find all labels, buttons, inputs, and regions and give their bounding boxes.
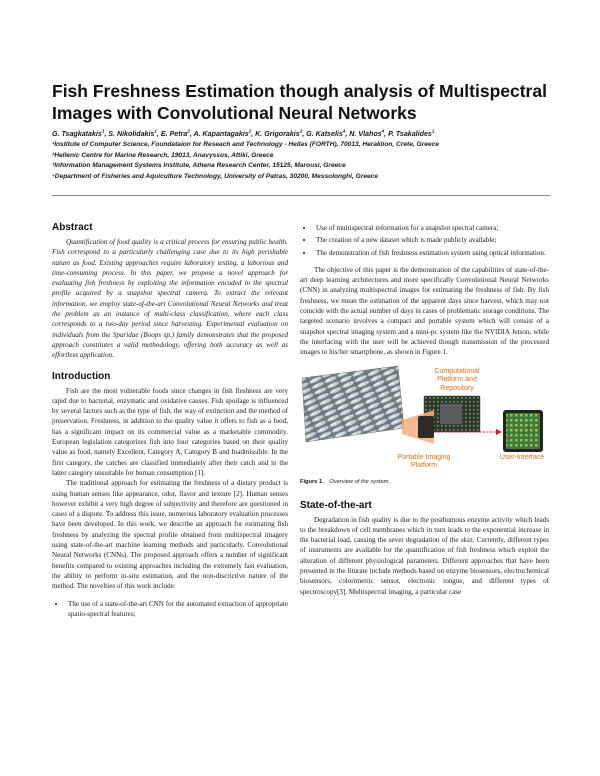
label-computational-platform: Computational Platform and Repository [434, 367, 480, 392]
phone-screen [506, 413, 540, 449]
objective-paragraph: The objective of this paper is the demonstration of the capabilities of state-of-the-art deep learning architectures and more specifically Convolutional Neural Networks (CNN) in analyzing multispectral images for estimating the freshness of fish. By fish freshness, we mean the estimation of the apparent days since harvest, which may not coincide with the actual number of days in cases of problematic storage conditions. The targeted scenario involves a compact and portable system which will consist of a snapshot spectral imaging system and a mini-pc system like the NVIDIA Jetson, while the interfacing with the user will be achieved though transmission of the processed images to his/her smartphone, as shown in Figure 1. [300, 265, 549, 357]
state-of-art-text: Degradation in fish quality is due to the posthumous enzyme activity which leads to the breakdown of cell membranes which in turn leads to the exponential increase in the bacterial load, causing the sever degradation of the skin. Currently, different types of instruments are available for the quantification of fish freshness which exploit the alteration of different physiological parameters. Different approaches that have been presented in the liturate include methods based on enzyme biosensors, electrochemical biosensors, colorimetric sensor, electronic tongue, and different types of spectroscopy[3]. Multispectral imaging, a particular case [300, 515, 549, 596]
introduction-heading: Introduction [52, 370, 111, 382]
paper-title: Fish Freshness Estimation though analysis of Multispectral Images with Convolutional Neural Networks [52, 81, 547, 123]
header-rule [52, 195, 550, 196]
novelty-item-4: • The demonstration of fish freshness estimation system using optical information. [314, 248, 549, 258]
intro-paragraph-2: The traditional approach for estimating the freshness of a dietary product is using human senses like appearance, odor, flavor and texture [2]. Human senses however exhibit a very high degree of subjectivity and therefore are questioned in cases of a dispute. To address this issue, numerous laboratory evaluation processes have been developed. In this work, we describe an approach for estimating fish freshness by analyzing the spectral profile obtained from multispectral imagery using state-of-the-art machine learning methods and particularly, Convolutional Neural Networks (CNNs). The proposed approach offers a number of significant benefits compared to existing approaches including the extremely fast evaluation, the ability to perform in-situ estimation, and the non-discrictive nature of the method. The novelties of this work include: [52, 479, 288, 591]
right-column [300, 223, 549, 597]
figure-caption-label: Figure 1. [300, 478, 324, 485]
transfer-arrow-head [496, 429, 502, 435]
left-column [52, 221, 288, 621]
abstract-text: Quantification of food quality is a critical process for ensuring public health. Fish correspond to a particularly challenging case due to its high perishable nature as food. Existing approaches require laboratory testing, a laborious and time-consuming process. In this paper, we propose a novel approach for evaluating fish freshness by exploiting the information encoded in the spectral profile acquired by a snapshot spectral camera. To extract the relevant information, we employ state-of-the-art Convolutional Neural Networks and treat the problem as an instance of multi-class classification, where each class corresponds to a two-day period since harvesting. Experimental evaluation on individuals from the Sparidae (Boops sp.) family demonstrates that the proposed approach constitutes a valid methodology, offering both accuracy as well as effortless application. [52, 238, 288, 360]
novelty-item-2: • Use of multispectral information for a snapshot spectral camera; [314, 223, 549, 233]
affiliation-1: ¹Institute of Computer Science, Foundataion for Reseach and Technology - Hellas (FORTH), 70013, Heraklion, Crete, Greece [52, 141, 439, 148]
affiliation-4: ⁴Department of Fisheries and Aquiculture Technology, University of Patras, 30200, Messolonghi, Greece [52, 172, 378, 180]
novelty-item-1: • The use of a state-of-the-art CNN for the automated extraction of appropriate spatio-spectral features; [66, 599, 288, 620]
affiliation-2: ²Hellenic Centre for Marine Research, 19013, Anavyssos, Attiki, Greece [52, 151, 274, 159]
intro-paragraph-1: Fish are the most vulnerable foods since changes in fish fleshness are very rapid due to bacterial, enzymatic and oxidative causes. Fish spoilage is influenced by several factors such as the type of fish, the way of extinction and the method of preservation. Freshness, in addition to the quality value it offers to fish as a food, has a significant impact on its commercial value as a marketable commodity. European legislation categorizes fish into four categories based on their quality value as food, namely Excellent, Category A, Category B and Inadmissible. In the first category, the catches are classified immediately after their catch and in the latter category unsuitable for human consumption [1]. [52, 386, 288, 477]
figure-caption [300, 478, 549, 487]
affiliation-3: ³Information Management Systems Institute, Athena Research Center, 15125, Marousi, Greece [52, 162, 346, 170]
compute-heatsink [440, 404, 462, 424]
figure-caption-text: Overview of the system. [329, 478, 390, 485]
state-of-art-heading: State-of-the-art [300, 499, 372, 511]
novelty-list-continued [300, 223, 549, 258]
author-list: G. Tsagkatakis$^1$, S. Nikolidakis$^1$, E. Petra$^2$, A. Kapantagakis$^2$, K. Grigorakis$^2$, G. Katselis$^4$, N. Vlahos$^4$, P. Tsakalides$^1$ [52, 128, 435, 138]
label-user-interface: User-Interface [499, 453, 545, 461]
camera-body [418, 416, 434, 438]
fish-photo [302, 366, 404, 442]
novelty-item-3: • The creation of a new dataset which is made publicly available; [314, 235, 549, 245]
system-overview-figure [300, 364, 549, 476]
novelty-list [52, 599, 288, 620]
affiliations [52, 140, 552, 182]
label-portable-imaging: Portable Imaging Platform [397, 453, 451, 470]
abstract-heading: Abstract [52, 222, 93, 233]
